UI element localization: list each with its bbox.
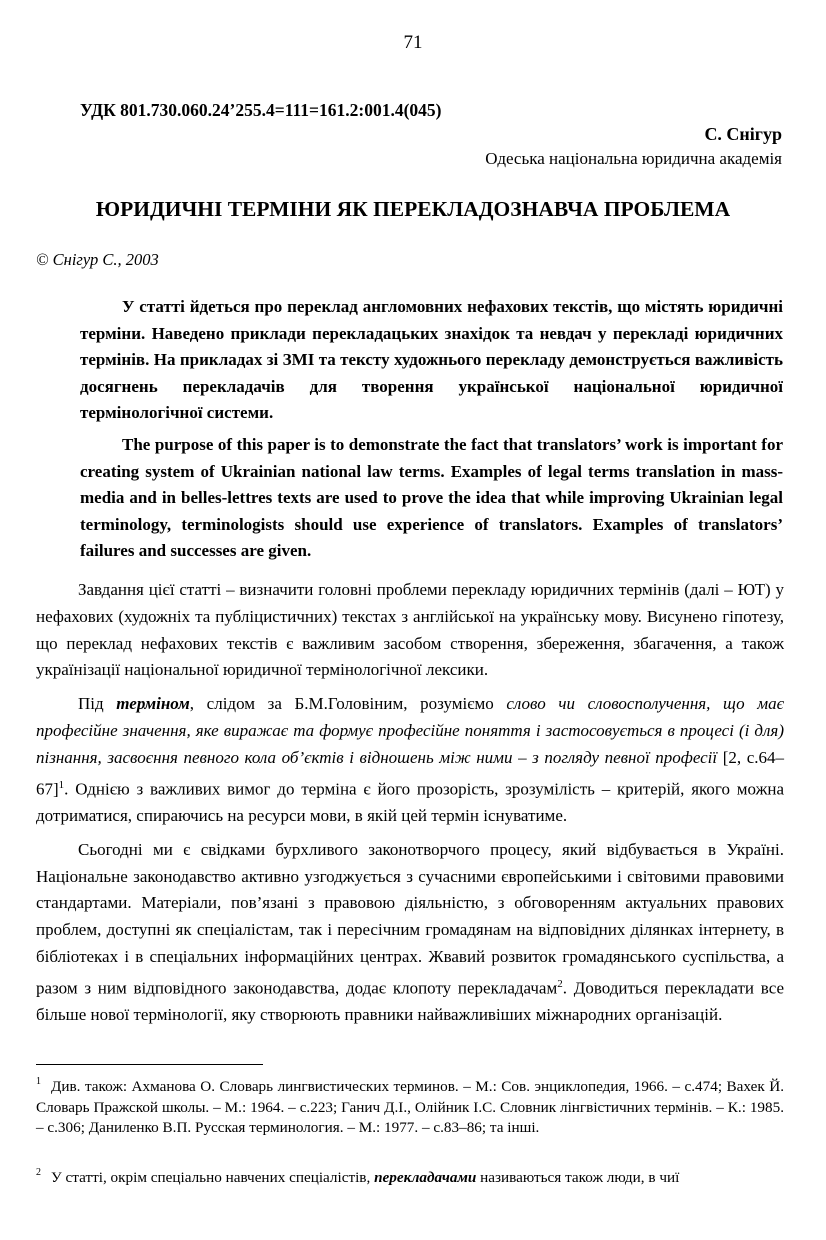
body-paragraph-3: Сьогодні ми є свідками бурхливого законотворчого процесу, який відбувається в Україні. Національне законодавство активно узгоджується з сучасними європейськими і світовими правовими стандартами. Матеріали, пов’язані з правовою діяльністю, з обговоренням актуальних правових проблем, доступні як спеціалістам, так і пересічним громадянам на відповідних ділянках інтернету, в бібліотеках і в спеціальних інформаційних центрах. Жвавий розвиток громадянського суспільства, а разом з ним відповідного законодавства, додає клопоту перекладачам$^2$. Доводиться перекладати все більше нової термінології, яку створюють правники найважливіших міжнародних організацій.	[36, 839, 784, 1025]
udk-code: УДК 801.730.060.24’255.4=111=161.2:001.4(045)	[80, 100, 442, 120]
abstract-english: The purpose of this paper is to demonstrate the fact that translators’ work is important for creating system of Ukrainian national law terms. Examples of legal terms translation in mass-media and in belles-lettres texts are used to prove the idea that while improving Ukrainian legal terminology, terminologists should use experience of translators. Examples of translators’ failures and successes are given.	[80, 435, 783, 560]
article-title: ЮРИДИЧНІ ТЕРМІНИ ЯК ПЕРЕКЛАДОЗНАВЧА ПРОБЛЕМА	[95, 197, 731, 221]
copyright-line: © Снігур С., 2003	[36, 250, 159, 269]
footnote-mark: 2	[36, 1167, 41, 1178]
author-affiliation: Одеська національна юридична академія	[485, 149, 782, 168]
footnote-ref-1[interactable]: 1	[58, 778, 65, 791]
footnote-mark: 1	[36, 1076, 41, 1087]
author-name: С. Снігур	[704, 124, 782, 144]
footnote-1: $^1$ Див. також: Ахманова О. Словарь лингвистических терминов. – М.: Сов. энциклопедия, 1966. – с.474; Вахек Й. Словарь Пражской школы. – М.: 1964. – с.223; Ганич Д.І., Олійник І.С. Словник лінгвістичних термінів. – К.: 1985. – с.306; Даниленко В.П. Русская терминология. – М.: 1977. – с.83–86; та інші.	[36, 1076, 784, 1137]
page-number: 71	[403, 32, 423, 53]
body-paragraph-2: Під терміном, слідом за Б.М.Головіним, розуміємо слово чи словосполучення, що має професійне значення, яке виражає та формує професійне поняття і застосовується в процесі (і для) пізнання, засвоєння певного кола об’єктів і відношень між ними – з погляду певної професії [2, с.64–67]$^1$. Однією з важливих вимог до терміна є його прозорість, зрозумілість – критерій, якого можна дотриматися, спираючись на ресурси мови, в якій цей термін існуватиме.	[36, 694, 784, 826]
term-emphasis: терміном	[116, 694, 190, 714]
footnote-ref-2[interactable]: 2	[557, 977, 563, 990]
article-body	[36, 577, 784, 1036]
abstract-ukrainian: У статті йдеться про переклад англомовних нефахових текстів, що містять юридичні терміни. Наведено приклади перекладацьких знахідок та невдач у перекладі юридичних термінів. На прикладах зі ЗМІ та тексту художнього перекладу демонструється важливість досягнень перекладачів для творення української національної юридичної термінологічної системи.	[80, 297, 783, 422]
footnote-separator	[36, 1064, 263, 1065]
term-definition: слово чи словосполучення, що має професійне значення, яке виражає та формує професійне поняття і застосовується в процесі (і для) пізнання, засвоєння певного кола об’єктів і відношень між ними – з погляду певної професії	[36, 694, 784, 767]
body-paragraph-1: Завдання цієї статті – визначити головні проблеми перекладу юридичних термінів (далі – ЮТ) у нефахових (художніх та публіцистичних) текстах з англійської на українську мову. Висунено гіпотезу, що переклад нефахових текстів є важливим засобом створення, збереження, збагачення, а також українізації національної юридичної термінологічної лексики.	[36, 580, 784, 680]
footnote-2: $^2$ У статті, окрім спеціально навчених спеціалістів, перекладачами називаються також люди, в чиї	[36, 1167, 680, 1187]
